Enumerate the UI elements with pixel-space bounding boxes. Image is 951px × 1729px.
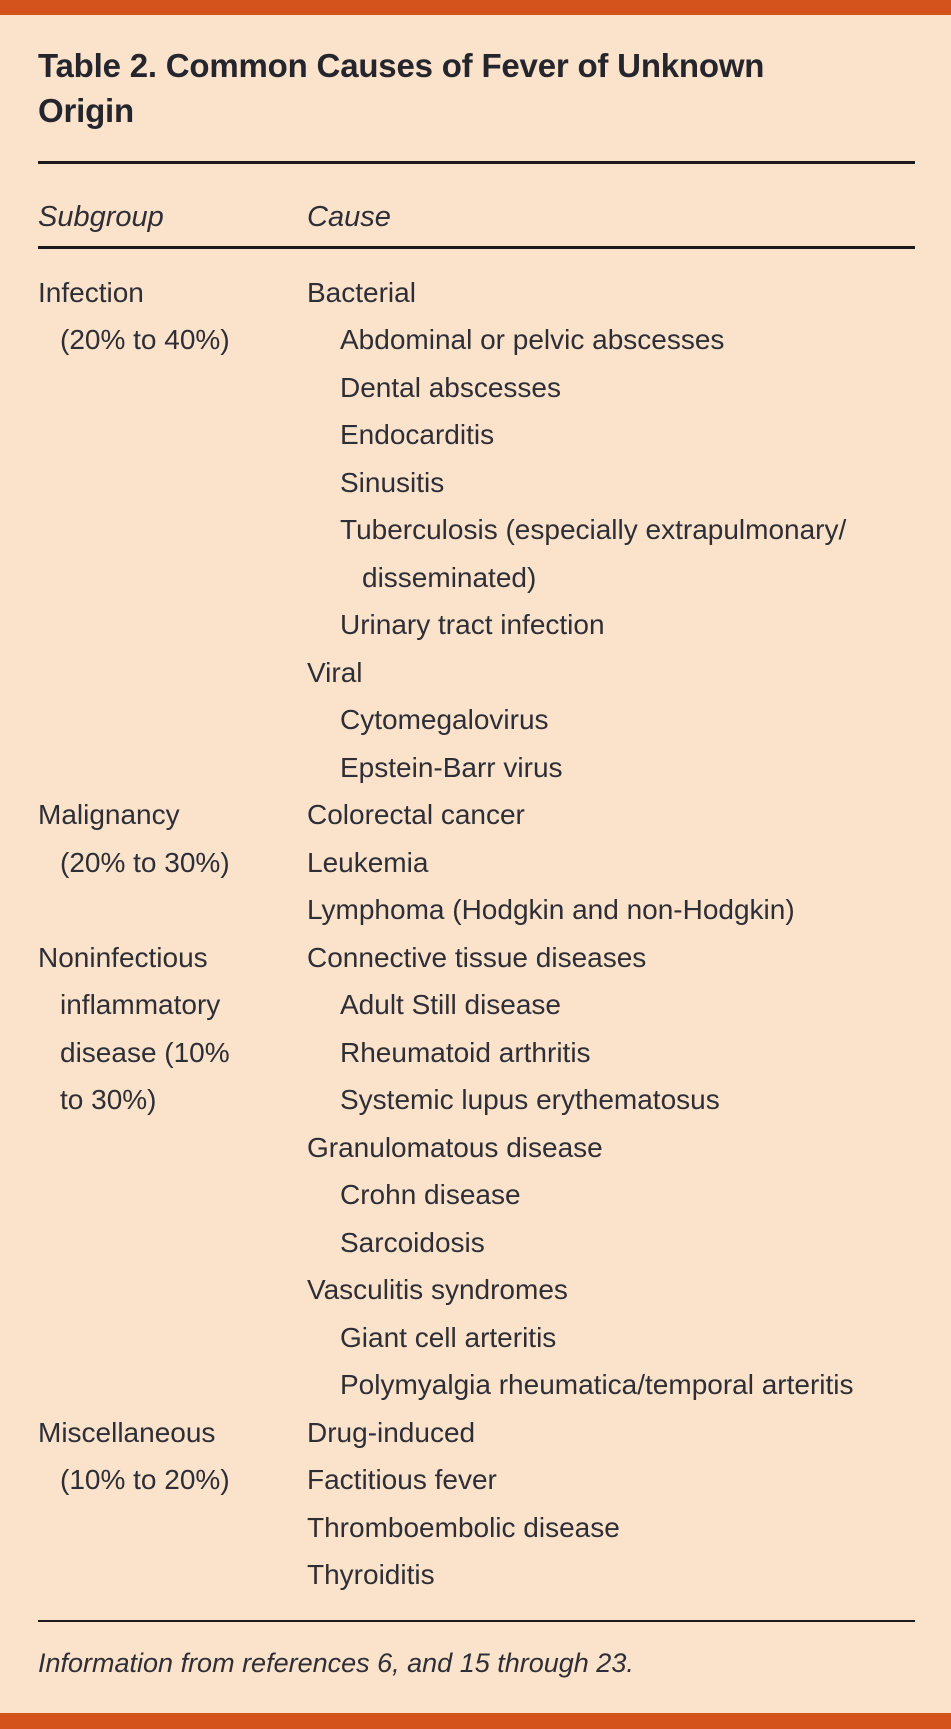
table-row-miscellaneous — [38, 1409, 915, 1599]
table-title — [38, 43, 915, 133]
subgroup-cell-noninfectious — [38, 934, 307, 1409]
cause-cell-noninfectious — [307, 934, 915, 1409]
subgroup-percent: (20% to 30%) — [60, 846, 230, 878]
subgroup-percent: (10% to 20%) — [60, 1464, 230, 1495]
column-header-subgroup: Subgroup — [38, 201, 164, 233]
cause-item: Thromboembolic disease — [307, 1511, 620, 1543]
cause-cell-miscellaneous — [307, 1409, 915, 1599]
cause-item: Rheumatoid arthritis — [340, 1036, 591, 1068]
cause-item: Lymphoma (Hodgkin and non-Hodgkin) — [307, 894, 795, 925]
footnote: Information from references 6, and 15 through 23. — [38, 1648, 634, 1678]
subgroup-cell-malignancy — [38, 791, 307, 934]
column-header-row — [38, 194, 915, 241]
subgroup-label: Malignancy — [38, 799, 180, 830]
cause-cell-malignancy — [307, 791, 915, 934]
cause-item: Sarcoidosis — [340, 1226, 485, 1258]
column-header-cause: Cause — [307, 201, 391, 233]
subgroup-percent: (20% to 40%) — [60, 324, 230, 355]
cause-item: Bacterial — [307, 276, 416, 308]
title-rule — [38, 161, 915, 164]
cause-item: Vasculitis syndromes — [307, 1274, 568, 1305]
subgroup-cell-miscellaneous — [38, 1409, 307, 1599]
top-accent-bar — [0, 0, 951, 15]
subgroup-label-continuation: disease (10% — [60, 1036, 230, 1068]
cause-item: Giant cell arteritis — [340, 1321, 557, 1353]
cause-item: Cytomegalovirus — [340, 704, 549, 735]
table-row-infection — [38, 269, 915, 792]
bottom-accent-bar — [0, 1713, 951, 1729]
header-rule — [38, 246, 915, 249]
subgroup-label: Miscellaneous — [38, 1416, 216, 1448]
cause-item: Systemic lupus erythematosus — [340, 1084, 720, 1115]
cause-item: Drug-induced — [307, 1416, 476, 1448]
cause-item: Urinary tract infection — [340, 609, 605, 640]
subgroup-cell-infection — [38, 269, 307, 792]
subgroup-label: Noninfectious — [38, 941, 208, 973]
cause-item: Tuberculosis (especially extrapulmonary/ — [340, 514, 847, 545]
cause-item: Polymyalgia rheumatica/temporal arteritis — [340, 1369, 854, 1400]
cause-item: Thyroiditis — [307, 1559, 435, 1590]
cause-item: Factitious fever — [307, 1464, 497, 1495]
cause-item: Connective tissue diseases — [307, 941, 647, 973]
table-content — [0, 15, 951, 1687]
table-row-malignancy — [38, 791, 915, 934]
cause-item: Crohn disease — [340, 1179, 521, 1210]
cause-item: Epstein-Barr virus — [340, 751, 563, 783]
table-title-line-2: Origin — [38, 92, 134, 129]
cause-item-continuation: disseminated) — [362, 561, 537, 593]
cause-item: Endocarditis — [340, 419, 495, 450]
subgroup-percent: to 30%) — [60, 1084, 157, 1115]
table-row-noninfectious-inflammatory — [38, 934, 915, 1409]
cause-item: Granulomatous disease — [307, 1131, 603, 1163]
table-title-line-1: Table 2. Common Causes of Fever of Unknown — [38, 47, 765, 84]
cause-item: Leukemia — [307, 846, 429, 878]
cause-cell-infection — [307, 269, 915, 792]
subgroup-label-continuation: inflammatory — [60, 989, 221, 1020]
cause-item: Abdominal or pelvic abscesses — [340, 324, 725, 355]
cause-item: Dental abscesses — [340, 371, 562, 403]
subgroup-label: Infection — [38, 276, 144, 308]
table-body — [38, 269, 915, 1599]
cause-item: Adult Still disease — [340, 989, 562, 1020]
cause-item: Sinusitis — [340, 466, 445, 498]
cause-item: Colorectal cancer — [307, 799, 525, 830]
footnote-rule — [38, 1620, 915, 1623]
cause-item: Viral — [307, 656, 363, 688]
